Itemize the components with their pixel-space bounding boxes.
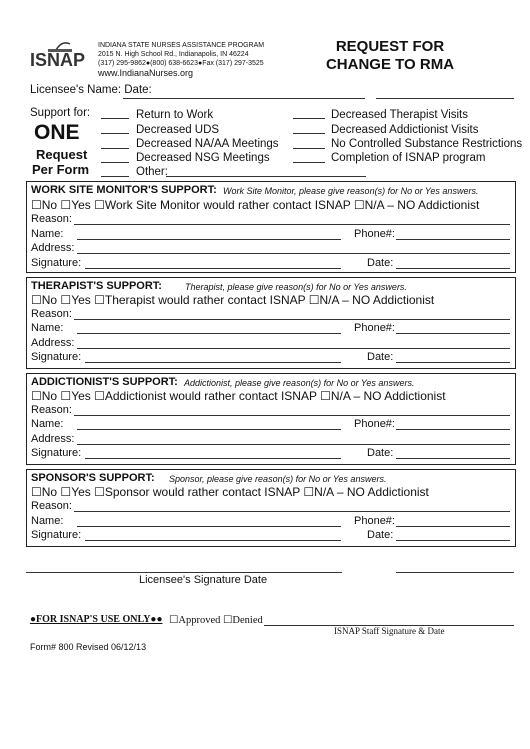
approved-checkbox[interactable]: ☐Approved <box>169 615 221 626</box>
per-form-label: Per Form <box>32 162 90 177</box>
work-site-title: WORK SITE MONITOR'S SUPPORT: <box>31 184 217 196</box>
signature-label: Signature: <box>31 529 82 541</box>
phone-label: Phone#: <box>354 228 395 240</box>
option-line[interactable] <box>101 118 129 119</box>
signature-label: Signature: <box>31 351 82 363</box>
licensee-signature-label: Licensee's Signature Date <box>139 574 268 586</box>
option-line[interactable] <box>293 133 325 134</box>
licensee-date-line[interactable] <box>376 98 514 99</box>
phone-line[interactable] <box>396 429 510 430</box>
signature-line[interactable] <box>85 362 341 363</box>
reason-line[interactable] <box>74 415 510 416</box>
option-decreased-uds: Decreased UDS <box>136 124 220 136</box>
org-phone: (317) 295-9862●(800) 638-6623●Fax (317) 297-3525 <box>98 60 264 67</box>
staff-signature-label: ISNAP Staff Signature & Date <box>334 626 445 636</box>
org-address: 2015 N. High School Rd., Indianapolis, IN 46224 <box>98 51 249 58</box>
licensee-name-line[interactable] <box>123 98 365 99</box>
name-line[interactable] <box>77 526 341 527</box>
sponsor-note: Sponsor, please give reason(s) for No or Yes answers. <box>169 474 387 484</box>
name-label: Name: <box>31 322 64 334</box>
reason-label: Reason: <box>31 404 72 416</box>
therapist-title: THERAPIST'S SUPPORT: <box>31 280 162 292</box>
phone-line[interactable] <box>396 239 510 240</box>
other-line[interactable] <box>166 176 366 177</box>
phone-label: Phone#: <box>354 418 395 430</box>
name-label: Name: <box>31 228 64 240</box>
request-label: Request <box>36 147 88 162</box>
reason-line[interactable] <box>74 224 510 225</box>
option-line[interactable] <box>293 118 325 119</box>
date-line[interactable] <box>396 362 510 363</box>
option-line[interactable] <box>293 148 325 149</box>
name-line[interactable] <box>77 333 341 334</box>
name-label: Name: <box>31 515 64 527</box>
name-line[interactable] <box>77 239 341 240</box>
licensee-date-sig-line[interactable] <box>396 572 514 573</box>
option-line[interactable] <box>101 133 129 134</box>
option-decreased-nsg: Decreased NSG Meetings <box>136 152 270 164</box>
option-other: Other: <box>136 166 168 178</box>
option-no-controlled: No Controlled Substance Restrictions <box>331 138 523 150</box>
address-label: Address: <box>31 242 75 254</box>
option-decreased-addictionist: Decreased Addictionist Visits <box>331 124 479 136</box>
addictionist-title: ADDICTIONIST'S SUPPORT: <box>31 376 178 388</box>
work-site-options[interactable]: ☐No ☐Yes ☐Work Site Monitor would rather contact ISNAP ☐N/A – NO Addictionist <box>31 198 480 212</box>
address-label: Address: <box>31 433 75 445</box>
org-web: www.IndianaNurses.org <box>98 68 194 78</box>
option-line[interactable] <box>101 176 129 177</box>
logo-text: ISNAP <box>30 50 86 70</box>
signature-label: Signature: <box>31 447 82 459</box>
reason-label: Reason: <box>31 500 72 512</box>
address-line[interactable] <box>77 253 510 254</box>
option-decreased-therapist: Decreased Therapist Visits <box>331 109 469 121</box>
address-label: Address: <box>31 337 75 349</box>
option-decreased-naaa: Decreased NA/AA Meetings <box>136 138 279 150</box>
address-line[interactable] <box>77 444 510 445</box>
option-line[interactable] <box>101 148 129 149</box>
option-completion: Completion of ISNAP program <box>331 152 486 164</box>
work-site-note: Work Site Monitor, please give reason(s) for No or Yes answers. <box>223 186 479 196</box>
date-label: Date: <box>367 529 394 541</box>
sponsor-title: SPONSOR'S SUPPORT: <box>31 472 155 484</box>
sponsor-options[interactable]: ☐No ☐Yes ☐Sponsor would rather contact ISNAP ☐N/A – NO Addictionist <box>31 485 429 499</box>
option-return-to-work: Return to Work <box>136 109 214 121</box>
phone-line[interactable] <box>396 333 510 334</box>
date-line[interactable] <box>396 458 510 459</box>
date-label: Date: <box>367 447 394 459</box>
denied-checkbox[interactable]: ☐Denied <box>223 615 263 626</box>
addictionist-options[interactable]: ☐No ☐Yes ☐Addictionist would rather contact ISNAP ☐N/A – NO Addictionist <box>31 389 446 403</box>
signature-line[interactable] <box>85 268 341 269</box>
date-line[interactable] <box>396 268 510 269</box>
name-line[interactable] <box>77 429 341 430</box>
signature-line[interactable] <box>85 458 341 459</box>
option-line[interactable] <box>101 162 129 163</box>
reason-line[interactable] <box>74 319 510 320</box>
org-name: INDIANA STATE NURSES ASSISTANCE PROGRAM <box>98 42 265 49</box>
signature-label: Signature: <box>31 257 82 269</box>
signature-line[interactable] <box>85 540 341 541</box>
one-label: ONE <box>34 121 80 144</box>
title-line2: CHANGE TO RMA <box>325 56 455 73</box>
isnap-logo <box>30 40 94 70</box>
support-for-label: Support for: <box>30 107 91 119</box>
phone-label: Phone#: <box>354 515 395 527</box>
isnap-use-label: ●FOR ISNAP'S USE ONLY●● <box>30 614 163 625</box>
licensee-signature-line[interactable] <box>26 572 342 573</box>
reason-line[interactable] <box>74 511 510 512</box>
licensee-label: Licensee's Name: Date: <box>30 84 152 96</box>
address-line[interactable] <box>77 348 510 349</box>
form-number: Form# 800 Revised 06/12/13 <box>30 642 147 652</box>
phone-line[interactable] <box>396 526 510 527</box>
date-label: Date: <box>367 257 394 269</box>
addictionist-note: Addictionist, please give reason(s) for No or Yes answers. <box>184 378 415 388</box>
name-label: Name: <box>31 418 64 430</box>
reason-label: Reason: <box>31 213 72 225</box>
reason-label: Reason: <box>31 308 72 320</box>
option-line[interactable] <box>293 162 325 163</box>
title-line1: REQUEST FOR <box>335 38 445 55</box>
therapist-note: Therapist, please give reason(s) for No or Yes answers. <box>185 282 407 292</box>
date-line[interactable] <box>396 540 510 541</box>
therapist-options[interactable]: ☐No ☐Yes ☐Therapist would rather contact ISNAP ☐N/A – NO Addictionist <box>31 293 435 307</box>
date-label: Date: <box>367 351 394 363</box>
phone-label: Phone#: <box>354 322 395 334</box>
